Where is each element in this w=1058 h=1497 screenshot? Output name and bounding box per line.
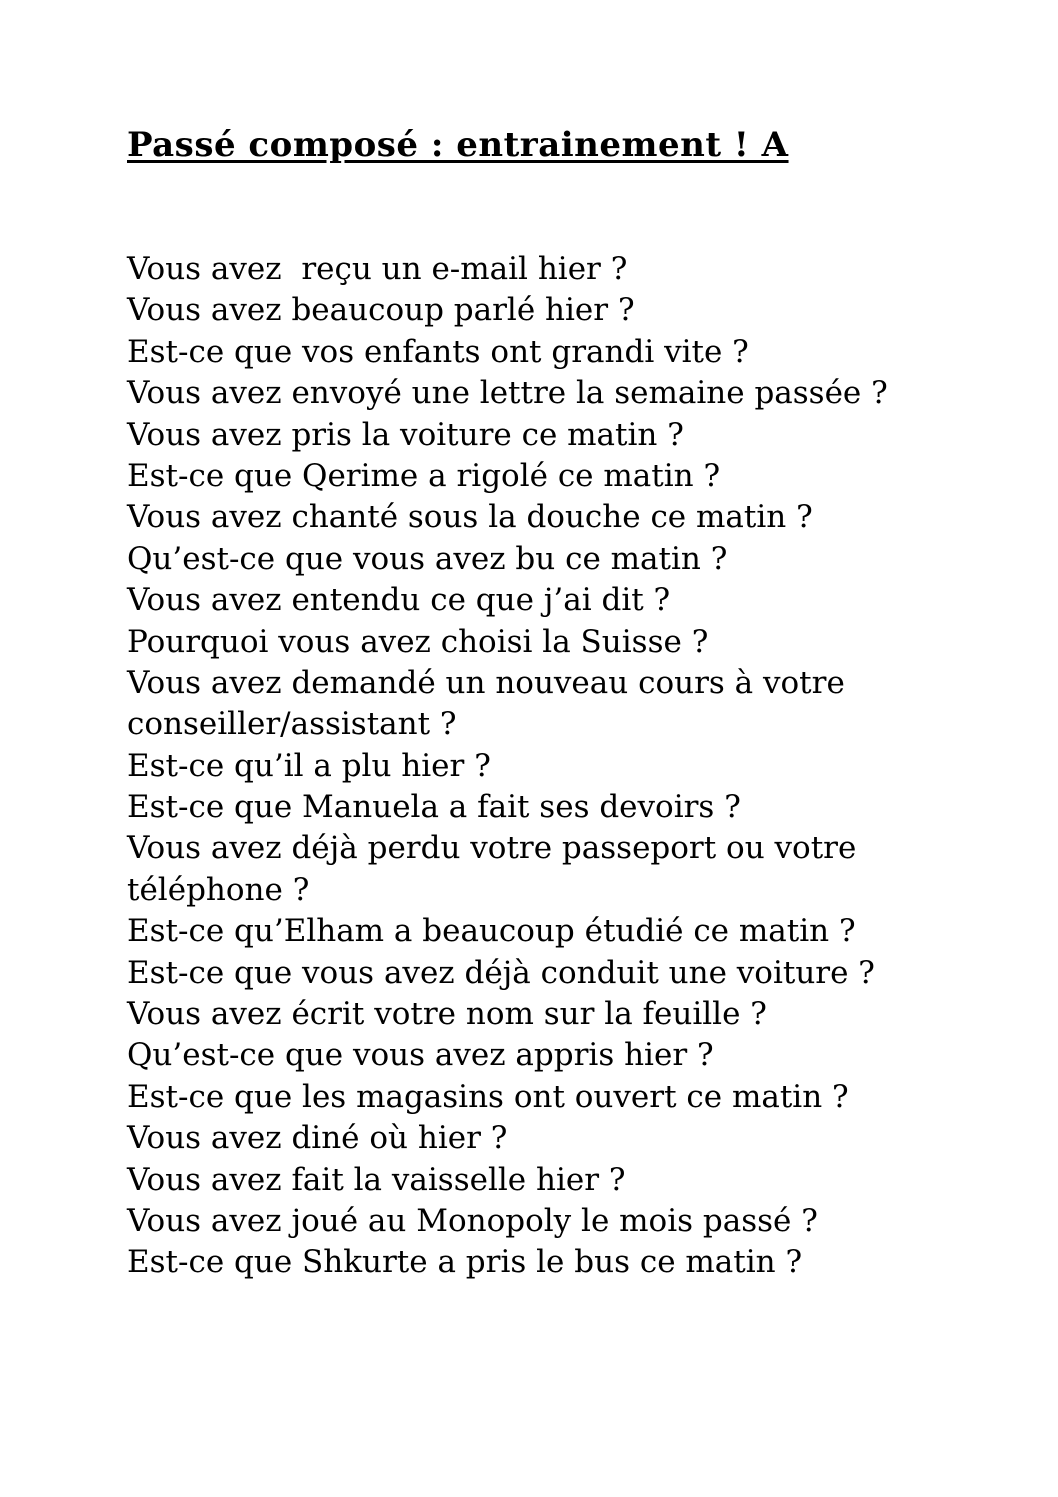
question-line: Est-ce que Manuela a fait ses devoirs ? <box>127 789 741 826</box>
question-line: Est-ce que vous avez déjà conduit une voiture ? <box>127 954 875 991</box>
document-title: Passé composé : entrainement ! A <box>127 125 789 165</box>
question-line: Vous avez demandé un nouveau cours à votre <box>127 664 845 701</box>
question-line: Pourquoi vous avez choisi la Suisse ? <box>127 623 709 660</box>
question-line: Est-ce que les magasins ont ouvert ce matin ? <box>127 1078 849 1115</box>
question-line: Vous avez diné où hier ? <box>127 1120 508 1157</box>
question-line: téléphone ? <box>127 871 310 908</box>
question-line: Est-ce que Shkurte a pris le bus ce matin ? <box>127 1244 803 1281</box>
question-line: Est-ce qu’Elham a beaucoup étudié ce matin ? <box>127 913 856 950</box>
question-line: Vous avez pris la voiture ce matin ? <box>127 416 684 453</box>
question-line: Vous avez chanté sous la douche ce matin ? <box>127 499 813 536</box>
question-line: Qu’est-ce que vous avez bu ce matin ? <box>127 540 728 577</box>
question-line: Vous avez reçu un e-mail hier ? <box>127 251 628 287</box>
question-line: Vous avez envoyé une lettre la semaine passée ? <box>127 375 888 412</box>
question-line: Vous avez écrit votre nom sur la feuille ? <box>127 996 767 1033</box>
question-line: Qu’est-ce que vous avez appris hier ? <box>127 1037 714 1074</box>
question-line: conseiller/assistant ? <box>127 706 457 743</box>
question-line: Vous avez beaucoup parlé hier ? <box>127 292 635 329</box>
question-line: Vous avez entendu ce que j’ai dit ? <box>127 582 671 619</box>
question-line: Est-ce qu’il a plu hier ? <box>127 747 491 784</box>
question-line: Vous avez fait la vaisselle hier ? <box>127 1161 626 1198</box>
question-line: Vous avez déjà perdu votre passeport ou votre <box>127 830 857 867</box>
question-line: Est-ce que Qerime a rigolé ce matin ? <box>127 457 721 494</box>
question-list <box>127 249 987 1284</box>
question-line: Vous avez joué au Monopoly le mois passé ? <box>127 1202 818 1239</box>
question-line: Est-ce que vos enfants ont grandi vite ? <box>127 333 749 370</box>
